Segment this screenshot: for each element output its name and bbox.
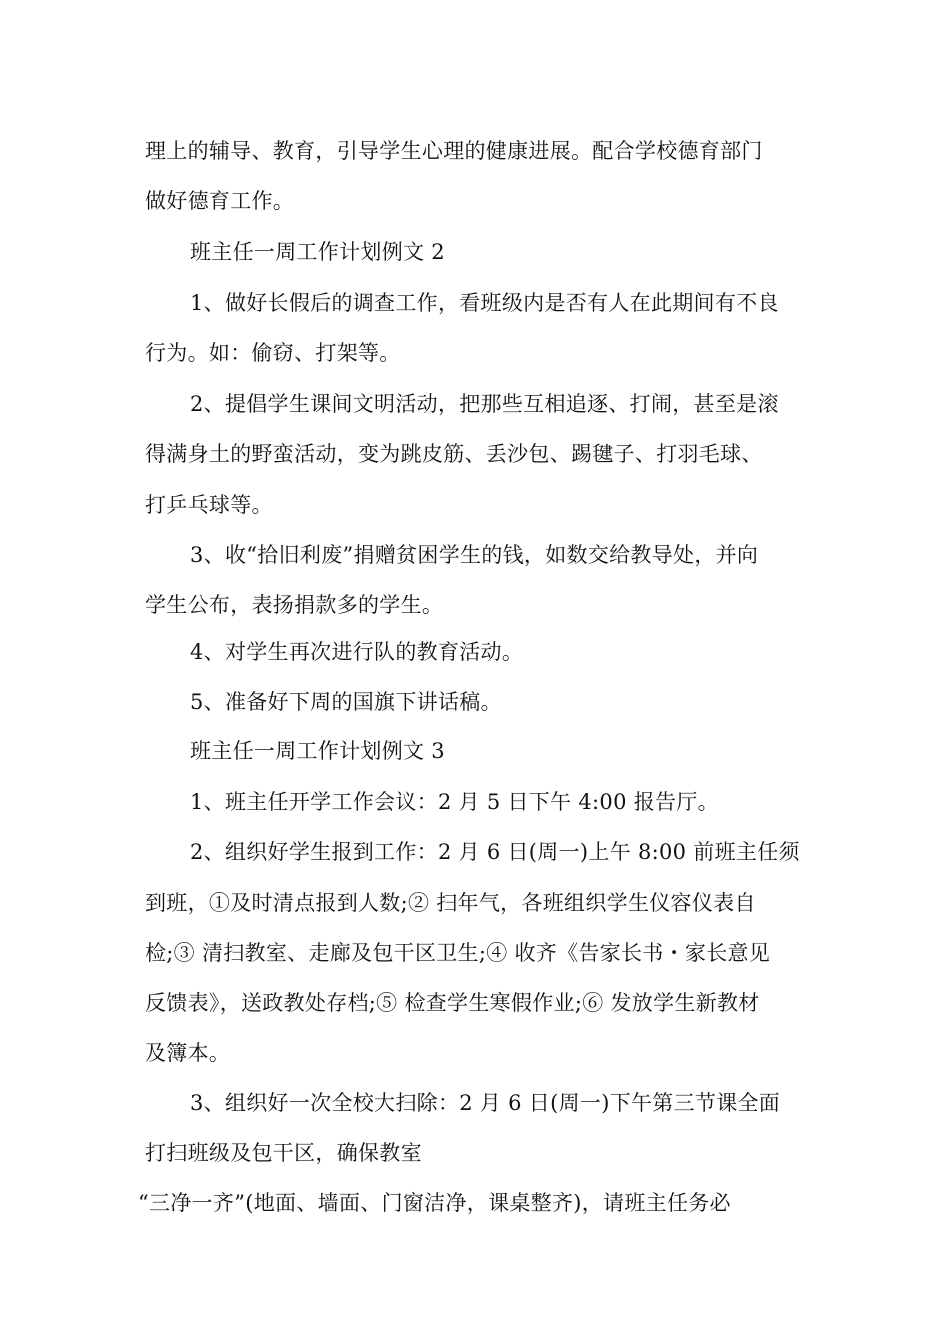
body-text-line: 得满身土的野蛮活动，变为跳皮筋、丢沙包、踢毽子、打羽毛球、 xyxy=(145,442,763,466)
body-text-line: 学生公布，表扬捐款多的学生。 xyxy=(145,593,444,617)
list-item-text: 3、组织好一次全校大扫除：2 月 6 日(周一)下午第三节课全面 xyxy=(190,1091,781,1115)
body-text-line: 反馈表》，送政教处存档;⑤ 检查学生寒假作业;⑥ 发放学生新教材 xyxy=(145,991,760,1015)
list-item-text: 5、准备好下周的国旗下讲话稿。 xyxy=(190,690,502,714)
list-item-text: 1、班主任开学工作会议：2 月 5 日下午 4:00 报告厅。 xyxy=(190,790,719,814)
list-item-text: 2、提倡学生课间文明活动，把那些互相追逐、打闹，甚至是滚 xyxy=(190,392,779,416)
body-text-line: 及簿本。 xyxy=(145,1041,231,1065)
body-text-line: 打扫班级及包干区，确保教室 xyxy=(145,1141,422,1165)
section-heading: 班主任一周工作计划例文 2 xyxy=(190,240,445,264)
body-text-line: 行为。如：偷窃、打架等。 xyxy=(145,341,401,365)
body-text-line: 打乒乓球等。 xyxy=(145,493,273,517)
section-heading: 班主任一周工作计划例文 3 xyxy=(190,739,445,763)
body-text-line: 理上的辅导、教育，引导学生心理的健康进展。配合学校德育部门 xyxy=(145,139,763,163)
list-item-text: 1、做好长假后的调查工作，看班级内是否有人在此期间有不良 xyxy=(190,291,779,315)
body-text-line: “三净一齐”(地面、墙面、门窗洁净，课桌整齐)，请班主任务必 xyxy=(138,1191,731,1215)
list-item-text: 3、收“拾旧利废”捐赠贫困学生的钱，如数交给教导处，并向 xyxy=(190,543,759,567)
list-item-text: 2、组织好学生报到工作：2 月 6 日(周一)上午 8:00 前班主任须 xyxy=(190,840,800,864)
body-text-line: 做好德育工作。 xyxy=(145,189,295,213)
body-text-line: 到班，①及时清点报到人数;② 扫年气，各班组织学生仪容仪表自 xyxy=(145,891,756,915)
body-text-line: 检;③ 清扫教室、走廊及包干区卫生;④ 收齐《告家长书・家长意见 xyxy=(145,941,771,965)
list-item-text: 4、对学生再次进行队的教育活动。 xyxy=(190,640,524,664)
